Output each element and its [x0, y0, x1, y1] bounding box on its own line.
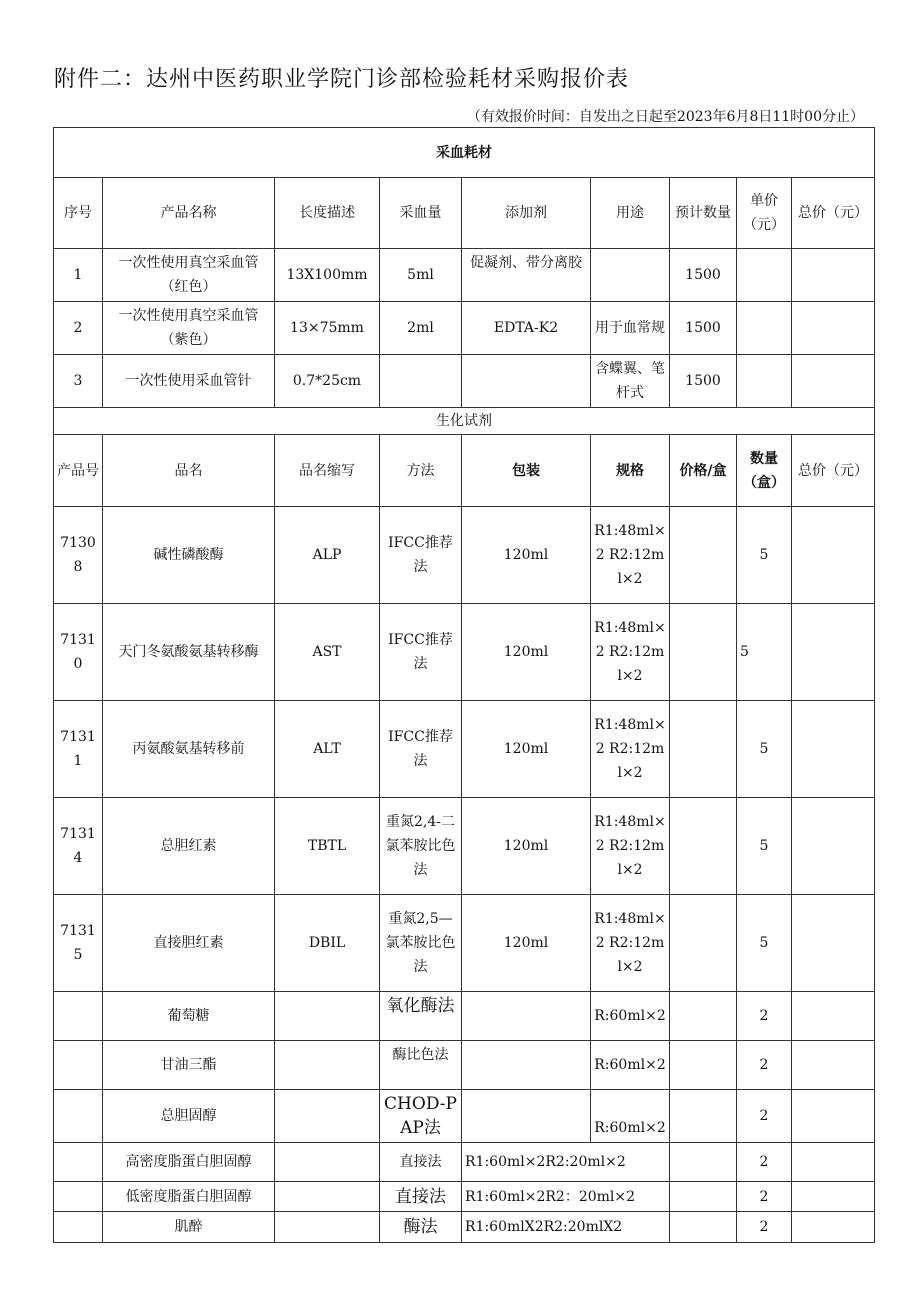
cell: 2: [737, 1212, 792, 1243]
header-cell: 产品名称: [103, 178, 275, 249]
cell: 丙氨酸氨基转移前: [103, 701, 275, 798]
header-cell: 预计数量: [670, 178, 737, 249]
section-title-blood: 采血耗材: [54, 128, 875, 178]
cell: [54, 1041, 103, 1090]
cell: [792, 798, 875, 895]
header-cell: 产品号: [54, 435, 103, 507]
cell: R1:48ml×2 R2:12ml×2: [591, 507, 670, 604]
cell: 2: [737, 1143, 792, 1182]
cell: [670, 1182, 737, 1212]
cell: [670, 701, 737, 798]
header-cell: 包装: [462, 435, 591, 507]
cell: 120ml: [462, 895, 591, 992]
cell: 71315: [54, 895, 103, 992]
cell: 5: [737, 507, 792, 604]
cell: 用于血常规: [591, 302, 670, 355]
table-row: [54, 1041, 875, 1090]
header-cell: 总价（元）: [792, 435, 875, 507]
table-row: [54, 701, 875, 798]
header-cell: 长度描述: [275, 178, 380, 249]
cell: [792, 1212, 875, 1243]
cell: [792, 1182, 875, 1212]
header-cell: 添加剂: [462, 178, 591, 249]
section-title-biochem: 生化试剂: [54, 408, 875, 435]
cell: 酶比色法: [380, 1041, 462, 1090]
cell: R:60ml×2: [591, 1041, 670, 1090]
cell: 低密度脂蛋白胆固醇: [103, 1182, 275, 1212]
cell: 3: [54, 355, 103, 408]
cell: [792, 992, 875, 1041]
cell: 甘油三酯: [103, 1041, 275, 1090]
cell: 13×75mm: [275, 302, 380, 355]
cell: R1:60ml×2R2:20ml×2: [462, 1143, 670, 1182]
table-row: [54, 302, 875, 355]
cell: [54, 1090, 103, 1143]
cell: [670, 507, 737, 604]
cell: 总胆红素: [103, 798, 275, 895]
cell: IFCC推荐法: [380, 701, 462, 798]
cell: [380, 355, 462, 408]
table-row: [54, 1090, 875, 1143]
table-row: [54, 1182, 875, 1212]
table-row: [54, 895, 875, 992]
section-title-row: [54, 128, 875, 178]
cell: 直接胆红素: [103, 895, 275, 992]
cell: 0.7*25cm: [275, 355, 380, 408]
cell: R:60ml×2: [591, 1090, 670, 1143]
cell: [54, 992, 103, 1041]
section-title-row: [54, 408, 875, 435]
cell: [792, 1090, 875, 1143]
cell: 含蝶翼、笔杆式: [591, 355, 670, 408]
table-row: [54, 604, 875, 701]
cell: [462, 355, 591, 408]
cell: 2: [737, 1041, 792, 1090]
cell: [792, 1143, 875, 1182]
cell: 71314: [54, 798, 103, 895]
cell: [792, 507, 875, 604]
cell: [275, 1212, 380, 1243]
cell: R1:48ml×2 R2:12ml×2: [591, 701, 670, 798]
cell: 1: [54, 249, 103, 302]
cell: 高密度脂蛋白胆固醇: [103, 1143, 275, 1182]
header-cell: 品名: [103, 435, 275, 507]
cell: [591, 249, 670, 302]
cell: 13X100mm: [275, 249, 380, 302]
cell: 71311: [54, 701, 103, 798]
cell: [54, 1182, 103, 1212]
cell: [737, 355, 792, 408]
cell: [275, 1041, 380, 1090]
cell: 120ml: [462, 604, 591, 701]
cell: [275, 1182, 380, 1212]
cell: 碱性磷酸酶: [103, 507, 275, 604]
cell: 2: [54, 302, 103, 355]
header-cell: 用途: [591, 178, 670, 249]
cell: IFCC推荐法: [380, 604, 462, 701]
cell: [670, 798, 737, 895]
cell: 酶法: [380, 1212, 462, 1243]
header-row: [54, 435, 875, 507]
cell: 重氮2,4-二氯苯胺比色法: [380, 798, 462, 895]
cell: 120ml: [462, 507, 591, 604]
cell: ALT: [275, 701, 380, 798]
header-cell: 价格/盒: [670, 435, 737, 507]
cell: [792, 604, 875, 701]
cell: 天门冬氨酸氨基转移酶: [103, 604, 275, 701]
cell: AST: [275, 604, 380, 701]
cell: [792, 249, 875, 302]
cell: 2: [737, 1182, 792, 1212]
document-subtitle: （有效报价时间：自发出之日起至2023年6月8日11时00分止）: [466, 109, 864, 125]
cell: TBTL: [275, 798, 380, 895]
cell: R1:48ml×2 R2:12ml×2: [591, 895, 670, 992]
cell: DBIL: [275, 895, 380, 992]
table-row: [54, 798, 875, 895]
cell: R1:60mlX2R2:20mlX2: [462, 1212, 670, 1243]
cell: 一次性使用采血管针: [103, 355, 275, 408]
cell: [275, 1143, 380, 1182]
table-row: [54, 1212, 875, 1243]
cell: 促凝剂、带分离胶: [462, 249, 591, 302]
table-row: [54, 992, 875, 1041]
cell: [792, 302, 875, 355]
cell: [670, 1143, 737, 1182]
cell: 120ml: [462, 798, 591, 895]
cell: EDTA-K2: [462, 302, 591, 355]
cell: [462, 1090, 591, 1143]
quotation-table: [53, 127, 875, 1243]
cell: 5: [737, 895, 792, 992]
header-cell: 单价（元）: [737, 178, 792, 249]
cell: [54, 1212, 103, 1243]
header-cell: 方法: [380, 435, 462, 507]
cell: 一次性使用真空采血管（红色）: [103, 249, 275, 302]
cell: 肌醉: [103, 1212, 275, 1243]
table-row: [54, 355, 875, 408]
cell: 1500: [670, 302, 737, 355]
cell: R1:48ml×2 R2:12ml×2: [591, 798, 670, 895]
cell: [792, 1041, 875, 1090]
cell: CHOD-PAP法: [380, 1090, 462, 1143]
cell: [54, 1143, 103, 1182]
cell: 5: [737, 701, 792, 798]
cell: [670, 1212, 737, 1243]
table-row: [54, 249, 875, 302]
cell: [792, 895, 875, 992]
cell: R1:48ml×2 R2:12ml×2: [591, 604, 670, 701]
header-cell: 规格: [591, 435, 670, 507]
cell: 71310: [54, 604, 103, 701]
cell: [462, 992, 591, 1041]
cell: ALP: [275, 507, 380, 604]
cell: [670, 1090, 737, 1143]
cell: 一次性使用真空采血管（紫色）: [103, 302, 275, 355]
cell: [792, 355, 875, 408]
cell: R:60ml×2: [591, 992, 670, 1041]
cell: 5: [737, 604, 792, 701]
cell: 71308: [54, 507, 103, 604]
header-cell: 品名缩写: [275, 435, 380, 507]
cell: R1:60ml×2R2：20ml×2: [462, 1182, 670, 1212]
cell: 120ml: [462, 701, 591, 798]
document-title: 附件二：达州中医药职业学院门诊部检验耗材采购报价表: [54, 67, 630, 92]
cell: 氧化酶法: [380, 992, 462, 1041]
table-row: [54, 1143, 875, 1182]
cell: [670, 992, 737, 1041]
cell: 2: [737, 1090, 792, 1143]
cell: 5ml: [380, 249, 462, 302]
cell: [737, 302, 792, 355]
cell: 1500: [670, 355, 737, 408]
cell: 2ml: [380, 302, 462, 355]
cell: [670, 1041, 737, 1090]
cell: 2: [737, 992, 792, 1041]
cell: [462, 1041, 591, 1090]
header-row: [54, 178, 875, 249]
cell: 直接法: [380, 1182, 462, 1212]
cell: 总胆固醇: [103, 1090, 275, 1143]
header-cell: 数量（盒）: [737, 435, 792, 507]
cell: 1500: [670, 249, 737, 302]
cell: [792, 701, 875, 798]
cell: [737, 249, 792, 302]
cell: [275, 992, 380, 1041]
header-cell: 采血量: [380, 178, 462, 249]
cell: IFCC推荐法: [380, 507, 462, 604]
cell: 葡萄糖: [103, 992, 275, 1041]
cell: 5: [737, 798, 792, 895]
header-cell: 序号: [54, 178, 103, 249]
cell: [670, 895, 737, 992]
table-row: [54, 507, 875, 604]
cell: [275, 1090, 380, 1143]
cell: [670, 604, 737, 701]
header-cell: 总价（元）: [792, 178, 875, 249]
cell: 重氮2,5—氯苯胺比色法: [380, 895, 462, 992]
cell: 直接法: [380, 1143, 462, 1182]
